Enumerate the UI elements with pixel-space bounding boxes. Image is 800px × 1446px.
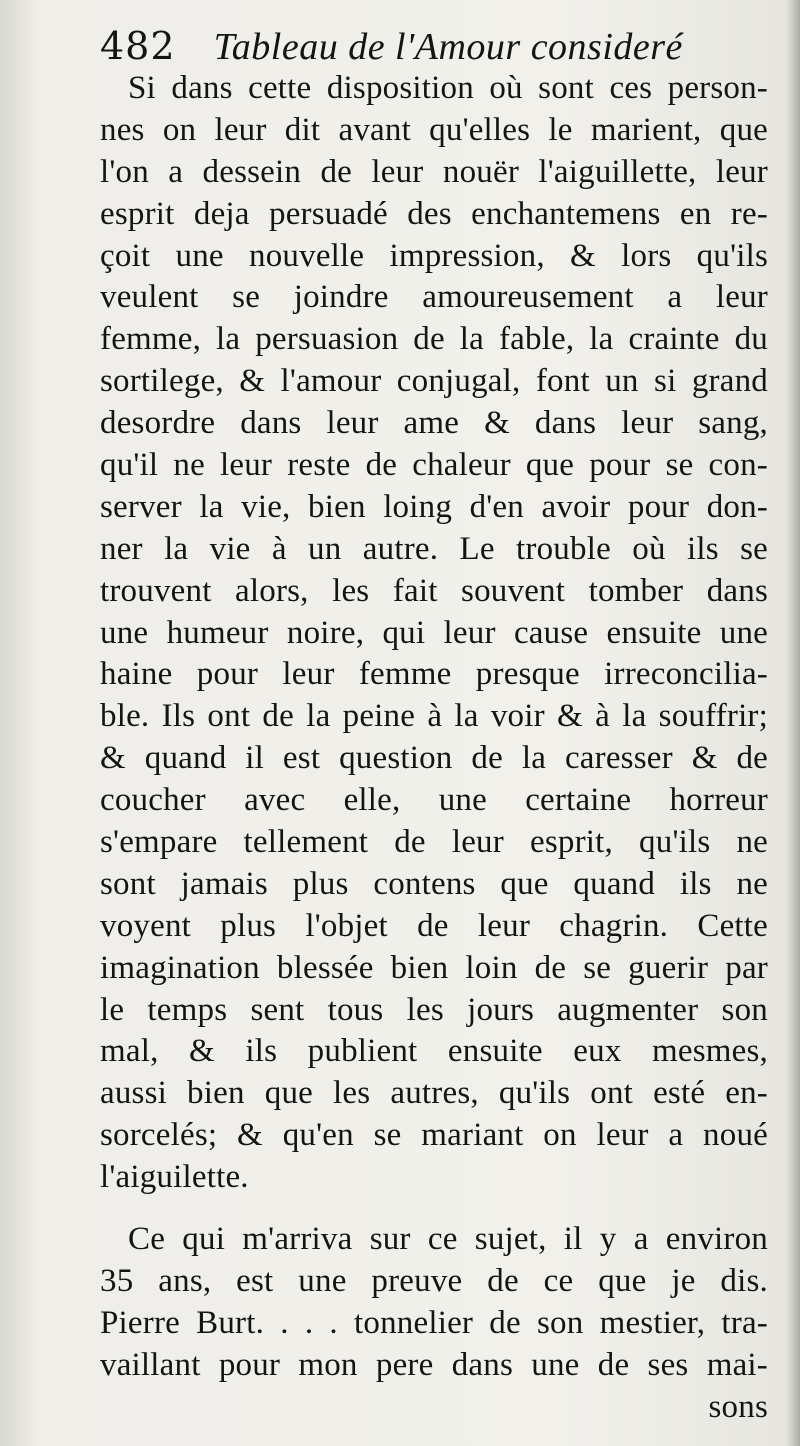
text-line: trouvent alors, les fait souvent tomber dans [100,572,768,609]
text-line: desordre dans leur ame & dans leur sang, [100,405,768,442]
text-line: Ce qui m'arriva sur ce sujet, il y a environ [128,1221,768,1258]
text-line: l'on a dessein de leur nouër l'aiguillette, leur [100,153,768,190]
text-line: Pierre Burt. . . . tonnelier de son mestier, tra- [100,1304,768,1341]
text-line: le temps sent tous les jours augmenter son [100,991,768,1028]
text-line: veulent se joindre amoureusement a leur [100,279,768,316]
text-line: haine pour leur femme presque irreconcilia- [100,656,768,693]
text-line: & quand il est question de la caresser & de [100,740,768,777]
text-line: Si dans cette disposition où sont ces person- [128,70,768,106]
text-line: esprit deja persuadé des enchantemens en re- [100,195,768,232]
text-line: mal, & ils publient ensuite eux mesmes, [100,1033,768,1070]
text-line: vaillant pour mon pere dans une de ses mai- [100,1346,768,1383]
text-line: çoit une nouvelle impression, & lors qu'ils [100,237,768,274]
text-line: aussi bien que les autres, qu'ils ont esté en- [100,1075,768,1112]
text-line: sortilege, & l'amour conjugal, font un si grand [100,363,768,400]
text-line: server la vie, bien loing d'en avoir pour don- [100,488,768,525]
text-line: s'empare tellement de leur esprit, qu'ils ne [100,824,768,861]
catchword: sons [708,1388,768,1425]
text-line: ner la vie à un autre. Le trouble où ils se [100,530,768,567]
text-line: nes on leur dit avant qu'elles le marient, que [100,111,768,148]
paragraph-gap [100,1199,768,1219]
text-line: ble. Ils ont de la peine à la voir & à la souffrir; [100,698,768,735]
text-line: 35 ans, est une preuve de ce que je dis. [100,1262,768,1299]
text-line: voyent plus l'objet de leur chagrin. Cette [100,907,768,944]
running-title: Tableau de l'Amour consideré [213,26,683,68]
page-number: 482 [100,24,176,68]
text-line: coucher avec elle, une certaine horreur [100,782,768,819]
text-line: sont jamais plus contens que quand ils ne [100,865,768,902]
text-line: qu'il ne leur reste de chaleur que pour se con- [100,447,768,484]
text-line: femme, la persuasion de la fable, la crainte du [100,321,768,358]
paragraph-2 [100,1219,768,1428]
text-line: sorcelés; & qu'en se mariant on leur a noué [100,1117,768,1154]
body-text [100,68,768,1429]
running-header [100,18,780,74]
text-line: imagination blessée bien loin de se guerir par [100,949,768,986]
text-line: une humeur noire, qui leur cause ensuite une [100,614,768,651]
page-edge-shadow [786,0,800,1446]
text-line: l'aiguilette. [100,1159,249,1196]
paragraph-1 [100,68,768,1199]
